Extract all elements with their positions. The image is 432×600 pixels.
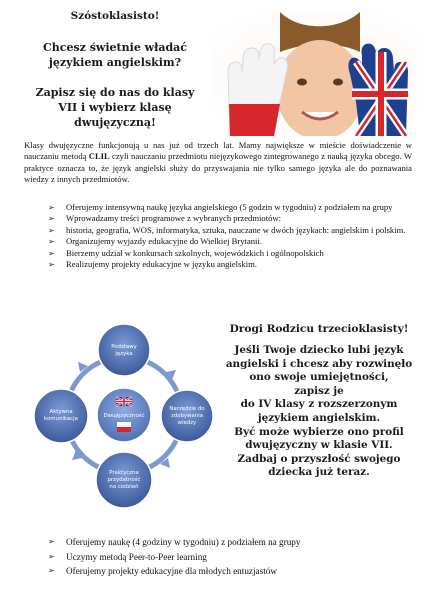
parents-line: Zadbaj o przyszłość swojego [237,452,401,465]
list-item: ➢ Uczymy metodą Peer-to-Peer learning [46,550,412,565]
intro-text-2: czyli nauczaniu przedmiotu niejęzykowego zintegrowanego z nauką języka obcego. W praktyce oznacza to, że język angielski służy do przyswajania nie tylko samego języka ale do poznawania wiedzy z innych przedmiotów. [24,151,412,185]
arrow-bullet-icon: ➢ [48,203,55,212]
parents-line: dziecka już teraz. [268,466,370,479]
intro-text-1: Klasy dwujęzyczne funkcjonują u nas już od trzech lat. Mamy największe w mieście doświadczenie w nauczaniu metodą [24,140,412,162]
arrow-bullet-icon: ➢ [48,248,55,258]
lead-question [20,40,210,70]
cta-line-3: dwujęzyczną! [74,116,156,129]
parents-line: Być może wybierze ono profil [234,425,404,438]
title-text: Szóstoklasisto! [70,10,160,22]
bilingualism-cycle-diagram [30,320,218,510]
node-active-communication [34,389,88,443]
parents-line: zapisz je [294,384,344,397]
node-language-basics [98,324,150,376]
node-right-line-2: zdobywania [170,413,204,419]
node-bilingualism-center [97,388,151,442]
flyer-title [20,10,210,22]
node-center-label: Dwujęzyczność [103,413,145,419]
list-item: ➢ Realizujemy projekty edukacyjne w języku angielskim. [48,259,257,270]
parents-body [214,344,424,480]
parents-line: Jeśli Twoje dziecko lubi język [234,344,404,356]
cta-line-2: VII i wybierz klasę [58,101,172,114]
arrow-bullet-icon: ➢ [48,260,55,270]
arrow-bullet-icon: ➢ [48,551,55,561]
list-item: ➢ Oferujemy naukę (4 godziny w tygodniu) z podziałem na grupy [46,535,412,550]
arrow-bullet-icon: ➢ [48,237,55,247]
list-item: ➢ historia, geografia, WOS, informatyka, sztuka, nauczane w dwóch językach: angielskim i polskim. [48,224,406,235]
list-item: ➢ Oferujemy projekty edukacyjne dla młodych entuzjastów [46,564,412,579]
poland-flag-icon [117,422,131,432]
parents-message [214,322,424,480]
arrow-bullet-icon: ➢ [48,566,55,576]
list-item: ➢ Bierzemy udział w konkursach szkolnych, wojewódzkich i ogólnopolskich [48,247,324,258]
lead-line-2: językiem angielskim? [48,56,182,69]
arrow-bullet-icon: ➢ [48,537,55,546]
node-left-line-1: Aktywna [49,409,73,415]
painted-hands-photo [210,12,424,136]
call-to-action [20,85,210,130]
list-item: ➢ Organizujemy wyjazdy edukacyjne do Wielkiej Brytanii. [48,236,262,247]
node-top-line-1: Podstawy [111,344,137,350]
cta-line-1: Zapisz się do nas do klasy [35,86,195,99]
parents-line: angielski i chcesz aby rozwinęło [225,357,413,370]
arrow-bullet-icon: ➢ [48,225,55,235]
offer-list-upper [46,202,412,270]
clil-term: CLIL [88,151,110,162]
node-bottom-line-2: przydatność [107,477,141,483]
list-item: ➢ Oferujemy intensywną naukę języka angielskiego (5 godzin w tygodniu) z podziałem na grupy [48,202,393,212]
node-knowledge-tool [161,390,213,442]
node-practical-use [96,452,152,508]
node-right-line-1: Narzędzie do [169,406,205,412]
offer-list-lower [46,535,412,579]
node-bottom-line-1: Praktyczna [109,470,139,476]
parents-line: językiem angielskim. [257,411,381,424]
node-left-line-2: komunikacja [44,416,78,422]
list-item: ➢ Wprowadzamy treści programowe z wybranych przedmiotów: [48,213,282,224]
arrow-bullet-icon: ➢ [48,214,55,224]
uk-flag-icon [116,397,132,406]
node-top-line-2: języka [115,351,133,357]
parents-line: do IV klasy z rozszerzonym [240,398,398,411]
parents-line: ono swoje umiejętności, [249,371,389,384]
parents-title: Drogi Rodzicu trzecioklasisty! [229,323,409,335]
intro-paragraph [24,140,412,186]
parents-line: dwujęzyczny w klasie VII. [245,439,393,452]
node-right-line-3: wiedzy [177,420,197,426]
node-bottom-line-3: na codzień [109,484,139,490]
lead-line-1: Chcesz świetnie władać [43,41,187,54]
